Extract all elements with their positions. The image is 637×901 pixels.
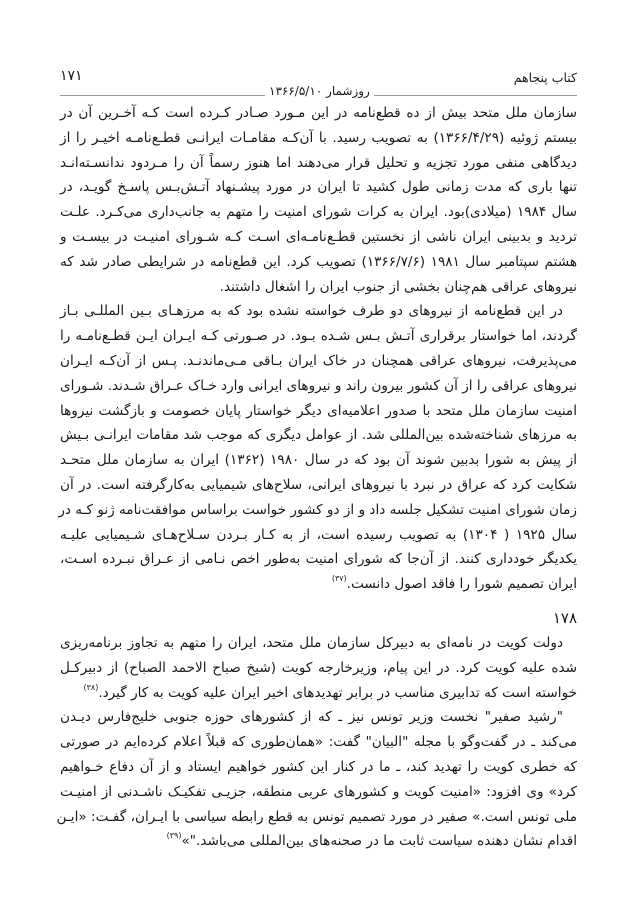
text-line-content: ایران تصمیم شورا را فاقد اصول دانست. [346, 576, 577, 593]
text-line: نیروهای عراقی را از آن کشور بیرون راند و نیروهای ایرانی وارد خـاک عـراق شـدند. شـورای [60, 377, 577, 394]
text-line-content: خواسته است که تدابیری مناسب در برابر تهدیدهای اخیر ایران علیه کویت به کار گیرد. [98, 684, 577, 701]
text-line: می‌پذیرفت، نیروهای عراقی همچنان در خاک ایران بـاقی مـی‌ماندنـد. پـس از آن‌کـه ایـران [60, 352, 577, 369]
paragraph-resolution-details [60, 299, 577, 597]
text-line: در این قطع‌نامه از نیروهای دو طرف خواسته نشده بود که به مرزهـای بـین المللـی بـاز [60, 303, 563, 320]
text-line: یکدیگر خودداری کنند. از آن‌جا که شورای امنیت به‌طور اخص نـامی از عـراق نبـرده اسـت، [60, 551, 577, 568]
text-line: هشتم سپتامبر سال ۱۹۸۱ (۱۳۶۶/۷/۶) تصویب کرد. این قطع‌نامه در شرایطی صادر شد که [60, 253, 577, 270]
text-line: شکایت کرد که عراق در نبرد با نیروهای ایرانی، سلاح‌های شیمیایی به‌کارگرفته است. در آن [60, 476, 577, 493]
running-header [60, 68, 577, 102]
text-line-with-footnote [60, 572, 577, 597]
footnote-ref-38[interactable]: (۳۸) [83, 682, 99, 692]
text-line: سال ۱۹۲۵ ( ۱۳۰۴) به تصویب رسیده است، از به کـار بـردن سـلاح‌هـای شـیمیایی علیـه [60, 526, 577, 543]
text-line: سال ۱۹۸۴ (میلادی)بود. ایران به کرات شورای امنیت را متهم به جانب‌داری می‌کـرد. علـت [60, 204, 577, 221]
text-line: ملی تونس است.» صفیر در مورد تصمیم تونس به قطع رابطه سیاسی با ایـران، گفـت: «ایـن [56, 808, 577, 825]
text-line: به مرزهای شناخته‌شده بین‌المللی شد. از عوامل دیگری که موجب شد مقامات ایرانـی بـیش [60, 427, 577, 444]
text-line: نیروهای عراقی هم‌چنان بخشی از جنوب ایران را اشغال داشتند. [219, 278, 577, 295]
text-line: امنیت سازمان ملل متحد با صدور اعلامیه‌ای دیگر خواستار پایان خصومت و بازگشت نیروها [60, 402, 577, 419]
body-text [56, 101, 578, 854]
paragraph-kuwait-letter [60, 631, 577, 705]
paragraph-un-resolutions [60, 101, 577, 299]
text-line: گردند، اما خواستار برقراری آتـش بـس شـده بـود. در صـورتی کـه ایـران ایـن قطـع‌نامـه را [60, 328, 577, 345]
text-line: می‌کند ـ در گفت‌وگو با مجله "البیان" گفت: «همان‌طوری که قبلاً اعلام کرده‌ایم در صورتی [60, 734, 577, 751]
daybook-date: روزشمار ۱۳۶۶/۵/۱۰ [265, 84, 374, 98]
text-line-content: اقدام نشان دهنده سیاست ثابت ما در صحنه‌های بین‌المللی می‌باشد."» [181, 833, 577, 850]
book-title: کتاب پنجاهم [513, 70, 577, 85]
text-line-with-footnote [60, 681, 577, 706]
text-line: کرد» وی افزود: «امنیت کویت و کشورهای عربی منطقه، جزیـی تفکیـک ناشـدنی از امنیـت [60, 783, 577, 800]
text-line: زمان شورای امنیت تشکیل جلسه داد و از دو کشور خواست براساس موافقت‌نامه ژنو کـه در [58, 501, 577, 518]
text-line: دیدگاهی منفی مورد تجزیه و تحلیل قرار می‌دهند اما هنوز رسماً آن را مـردود ندانسـته‌انـد [60, 154, 577, 171]
text-line: "رشید صفیر" نخست وزیر تونس نیز ـ که از کشورهای حوزه جنوبی خلیج‌فارس دیـدن [60, 709, 563, 726]
text-line: که خطری کویت را تهدید کند، ـ ما در کنار این کشور خواهیم ایستاد و از آن دفاع خـواهیم [60, 758, 577, 775]
page-number: ۱۷۱ [60, 68, 83, 84]
text-line: شده علیه کویت کرد. در این پیام، وزیرخارجه کویت (شیخ صباح الاحمد الصباح) از دبیرکـل [60, 659, 577, 676]
text-line-with-footnote [60, 829, 577, 854]
text-line: تنها باری که مدت زمانی طول کشید تا ایران در مورد پیشـنهاد آتـش‌بـس پاسـخ گویـد، در [60, 179, 577, 196]
text-line: تردید و بدبینی ایران ناشی از نخستین قطـع‌نامـه‌ای اسـت کـه شـورای امنیـت در بیسـت و [60, 228, 577, 245]
text-line: از پیش به شورا بدبین شوند آن بود که در سال ۱۹۸۰ (۱۳۶۲) ایران به سازمان ملل متحـد [60, 452, 578, 469]
paragraph-tunisia-statement [56, 705, 577, 854]
footnote-ref-37[interactable]: (۳۷) [331, 574, 347, 584]
section-number: ۱۷۸ [552, 608, 577, 627]
text-line: سازمان ملل متحد بیش از ده قطع‌نامه در این مـورد صـادر کـرده است کـه آخـرین آن در [60, 105, 577, 121]
text-line: دولت کویت در نامه‌ای به دبیرکل سازمان ملل متحد، ایران را متهم به تجاوز برنامه‌ریزی [60, 634, 563, 651]
footnote-ref-39[interactable]: (۳۹) [166, 831, 182, 841]
text-line: بیستم ژوئیه (۱۳۶۶/۴/۲۹) به تصویب رسید. با آن‌کـه مقامـات ایرانـی قطـع‌نامـه اخیـر را از [60, 129, 577, 146]
